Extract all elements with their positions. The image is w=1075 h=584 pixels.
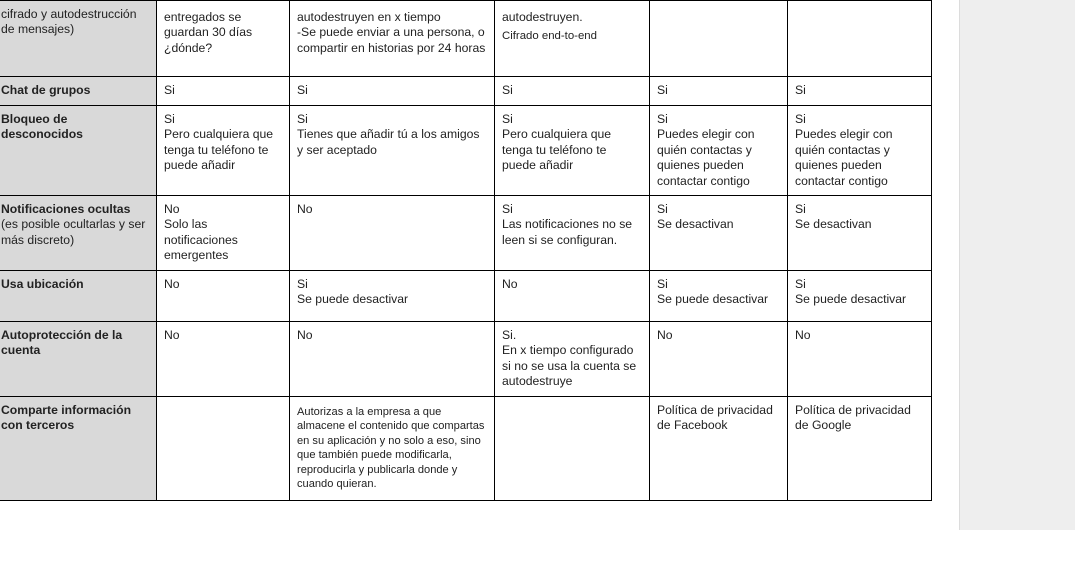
table-row	[0, 106, 932, 196]
table-cell	[495, 1, 650, 77]
table-row	[0, 77, 932, 106]
table-cell: Si Se desactivan	[788, 196, 932, 271]
row-label: Autoprotección de la cuenta	[0, 322, 157, 397]
table-cell	[157, 397, 290, 501]
table-cell: No	[157, 322, 290, 397]
row-label-title: Notificaciones ocultas	[1, 202, 131, 216]
table-cell: No	[788, 322, 932, 397]
table-row	[0, 196, 932, 271]
table-cell: Si	[290, 77, 495, 106]
table-cell: autodestruyen en x tiempo -Se puede enviar a una persona, o compartir en historias por 24 horas	[290, 1, 495, 77]
table-cell: Política de privacidad de Google	[788, 397, 932, 501]
cell-note: Cifrado end-to-end	[502, 30, 597, 43]
table-row	[0, 1, 932, 77]
table-cell: entregados se guardan 30 días ¿dónde?	[157, 1, 290, 77]
row-label	[0, 196, 157, 271]
table-row	[0, 271, 932, 322]
table-cell: Si Las notificaciones no se leen si se configuran.	[495, 196, 650, 271]
table-cell: No	[290, 196, 495, 271]
table-cell: Si	[495, 77, 650, 106]
row-label: Usa ubicación	[0, 271, 157, 322]
table-cell: Autorizas a la empresa a que almacene el contenido que compartas en su aplicación y no solo a eso, sino que también puede modificarla, reproducirla y publicarla donde y cuando quieran.	[290, 397, 495, 501]
table-cell	[495, 397, 650, 501]
table-cell: No	[650, 322, 788, 397]
row-label: Chat de grupos	[0, 77, 157, 106]
table-cell: Si Se desactivan	[650, 196, 788, 271]
table-cell: Si Se puede desactivar	[290, 271, 495, 322]
row-label: Comparte información con terceros	[0, 397, 157, 501]
table-row	[0, 322, 932, 397]
table-cell: Política de privacidad de Facebook	[650, 397, 788, 501]
row-label-subtitle: (es posible ocultarlas y ser más discreto)	[1, 217, 146, 247]
table-cell: Si	[788, 77, 932, 106]
table-cell: No	[290, 322, 495, 397]
table-cell: No	[495, 271, 650, 322]
side-panel	[959, 0, 1075, 530]
table-cell: No	[157, 271, 290, 322]
table-cell	[788, 1, 932, 77]
table-cell: Si Tienes que añadir tú a los amigos y ser aceptado	[290, 106, 495, 196]
table-cell: Si Se puede desactivar	[650, 271, 788, 322]
cell-text: autodestruyen.	[502, 10, 583, 24]
table-cell: No Solo las notificaciones emergentes	[157, 196, 290, 271]
table-cell: Si Se puede desactivar	[788, 271, 932, 322]
table-cell: Si	[157, 77, 290, 106]
table-cell: Si Pero cualquiera que tenga tu teléfono te puede añadir	[157, 106, 290, 196]
row-label: Bloqueo de desconocidos	[0, 106, 157, 196]
table-cell: Si Puedes elegir con quién contactas y quienes pueden contactar contigo	[650, 106, 788, 196]
table-cell: Si Pero cualquiera que tenga tu teléfono te puede añadir	[495, 106, 650, 196]
table-cell: Si Puedes elegir con quién contactas y quienes pueden contactar contigo	[788, 106, 932, 196]
table-cell: Si	[650, 77, 788, 106]
table-cell	[650, 1, 788, 77]
row-label: cifrado y autodestrucción de mensajes)	[0, 1, 157, 77]
table-row	[0, 397, 932, 501]
table-cell: Si. En x tiempo configurado si no se usa la cuenta se autodestruye	[495, 322, 650, 397]
